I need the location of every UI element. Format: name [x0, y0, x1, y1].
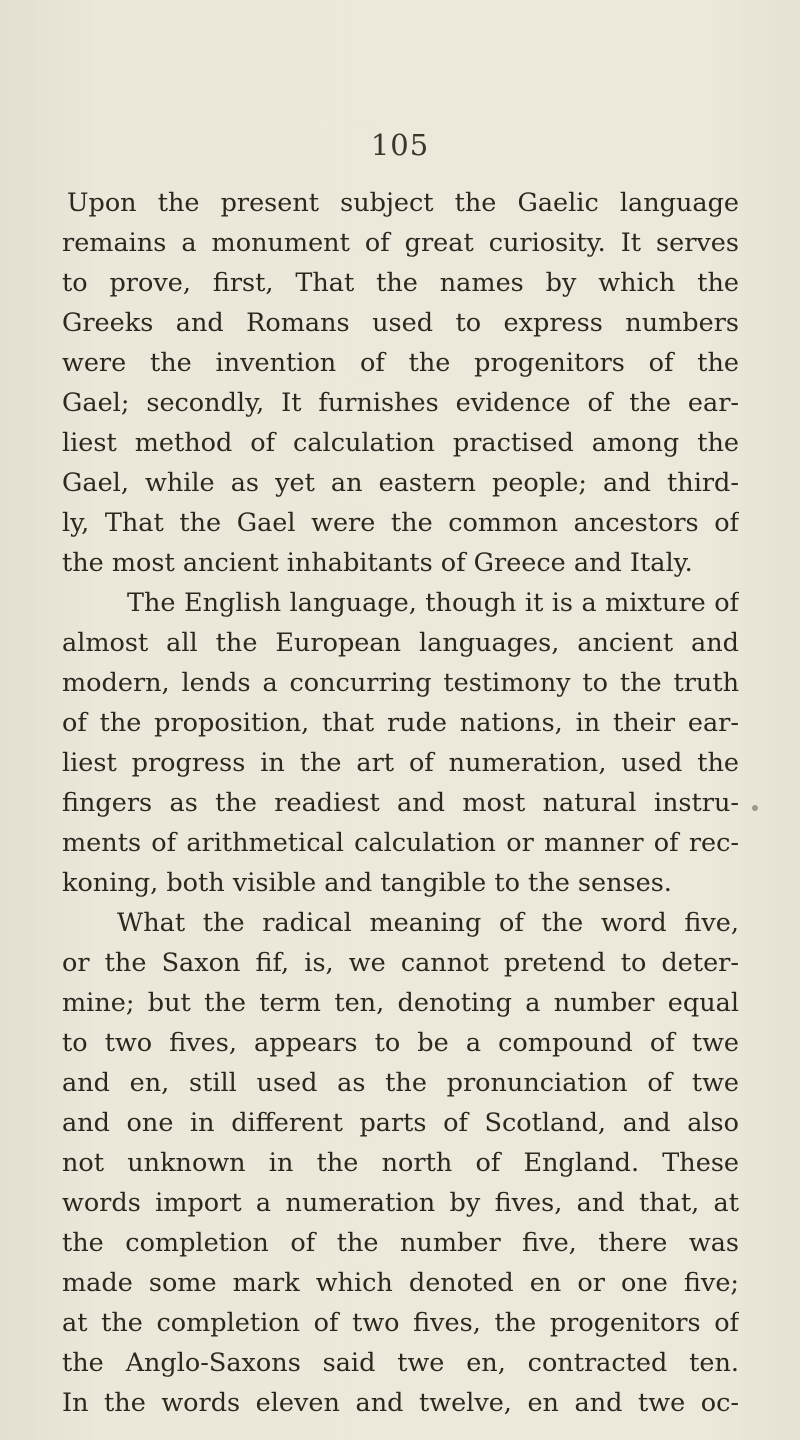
- text-line: and one in different parts of Scotland, and also: [62, 1108, 739, 1138]
- text-line: liest method of calculation practised among the: [62, 428, 739, 458]
- text-line: made some mark which denoted en or one five;: [62, 1268, 739, 1298]
- text-line: What the radical meaning of the word five,: [117, 908, 739, 938]
- text-line: words import a numeration by fives, and that, at: [62, 1188, 739, 1218]
- text-line: and en, still used as the pronunciation of twe: [62, 1068, 739, 1098]
- text-line: Gael; secondly, It furnishes evidence of the ear-: [62, 388, 739, 418]
- text-line: to prove, first, That the names by which the: [62, 268, 739, 298]
- text-line: koning, both visible and tangible to the senses.: [62, 868, 672, 898]
- text-line: modern, lends a concurring testimony to the truth: [62, 668, 739, 698]
- text-line: The English language, though it is a mixture of: [127, 588, 739, 618]
- text-line: the most ancient inhabitants of Greece and Italy.: [62, 548, 693, 578]
- text-line: liest progress in the art of numeration, used the: [62, 748, 739, 778]
- text-line: mine; but the term ten, denoting a number equal: [62, 988, 739, 1018]
- text-line: Upon the present subject the Gaelic language: [67, 188, 739, 218]
- text-line: or the Saxon fif, is, we cannot pretend to deter-: [62, 948, 739, 978]
- text-line: ly, That the Gael were the common ancestors of: [62, 508, 739, 538]
- text-line: Gael, while as yet an eastern people; and third-: [62, 468, 739, 498]
- text-line: fingers as the readiest and most natural instru-: [62, 788, 739, 818]
- text-line: of the proposition, that rude nations, in their ear-: [62, 708, 739, 738]
- text-line: to two fives, appears to be a compound of twe: [62, 1028, 739, 1058]
- paper-speck: [752, 805, 758, 811]
- text-line: were the invention of the progenitors of the: [62, 348, 739, 378]
- text-line: almost all the European languages, ancient and: [62, 628, 739, 658]
- text-line: the Anglo-Saxons said twe en, contracted ten.: [62, 1348, 739, 1378]
- text-line: not unknown in the north of England. These: [62, 1148, 739, 1178]
- body-text: [62, 183, 739, 1423]
- text-line: remains a monument of great curiosity. It serves: [62, 228, 739, 258]
- text-line: Greeks and Romans used to express numbers: [62, 308, 739, 338]
- text-line: the completion of the number five, there was: [62, 1228, 739, 1258]
- page-number: 105: [370, 128, 430, 162]
- text-line: at the completion of two fives, the progenitors of: [62, 1308, 739, 1338]
- text-line: In the words eleven and twelve, en and twe oc-: [62, 1388, 739, 1418]
- text-line: ments of arithmetical calculation or manner of rec-: [62, 828, 739, 858]
